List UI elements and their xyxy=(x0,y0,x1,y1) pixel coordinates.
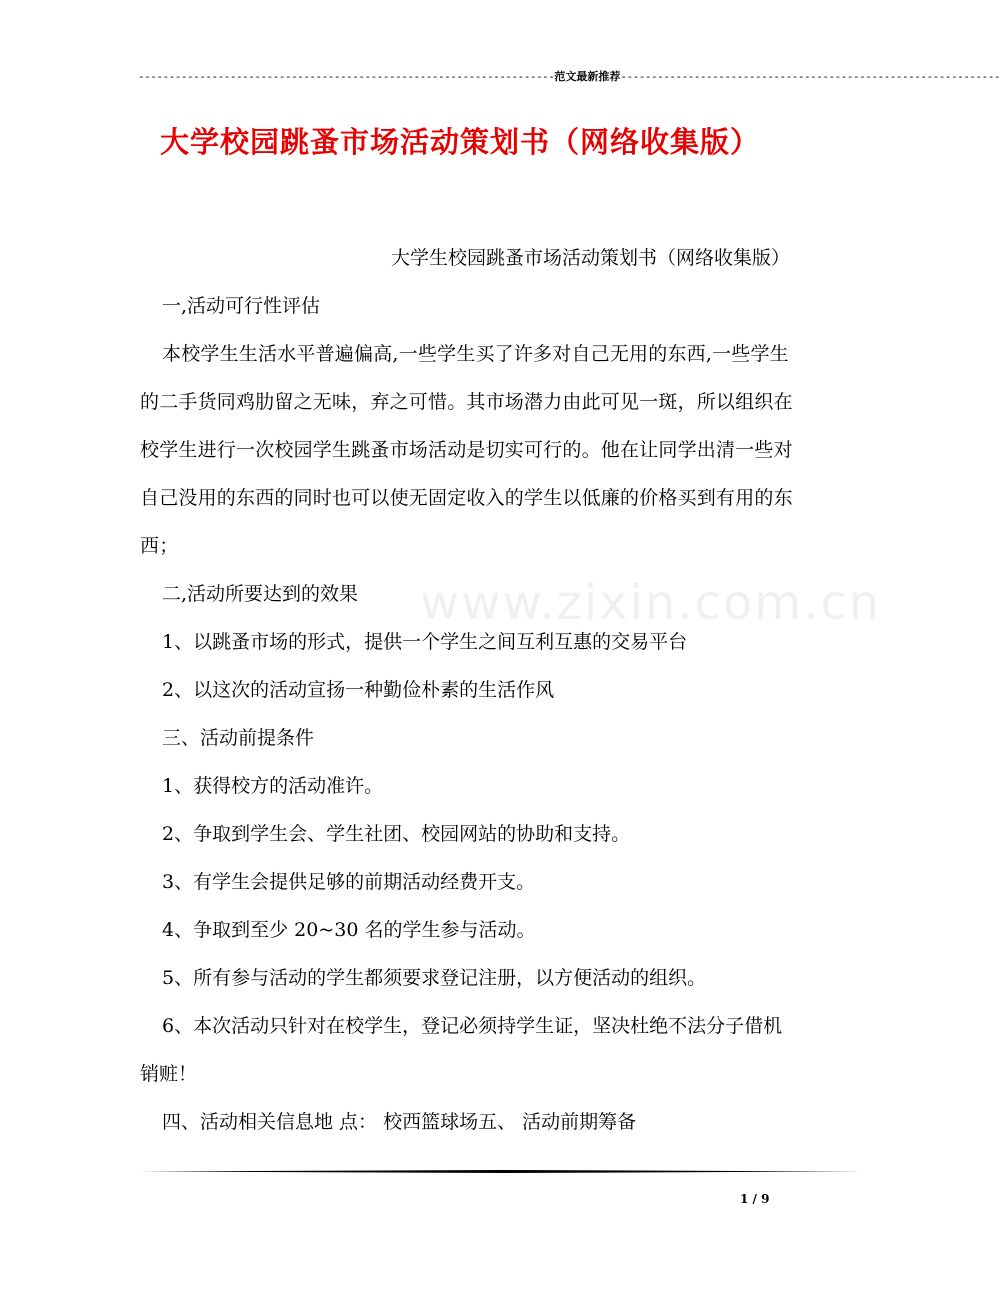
list-item: 2、以这次的活动宣扬一种勤俭朴素的生活作风 xyxy=(162,679,555,701)
document-title: 大学校园跳蚤市场活动策划书（网络收集版） xyxy=(159,125,760,159)
list-item: 1、以跳蚤市场的形式，提供一个学生之间互利互惠的交易平台 xyxy=(162,631,688,653)
section-heading-1: 一,活动可行性评估 xyxy=(162,295,321,317)
list-item: 6、本次活动只针对在校学生，登记必须持学生证，坚决杜绝不法分子借机销赃！ xyxy=(140,1015,783,1085)
list-item: 5、所有参与活动的学生都须要求登记注册，以方便活动的组织。 xyxy=(162,967,707,989)
body-paragraph: 本校学生生活水平普遍偏高,一些学生买了许多对自己无用的东西,一些学生的二手货同鸡肋留之无味，弃之可惜。其市场潜力由此可见一斑，所以组织在校学生进行一次校园学生跳蚤市场活动是切实可行的。他在让同学出清一些对自己没用的东西的同时也可以使无固定收入的学生以低廉的价格买到有用的东西； xyxy=(140,343,793,557)
list-item: 1、获得校方的活动准许。 xyxy=(162,775,384,797)
section-heading-3: 三、活动前提条件 xyxy=(162,727,315,749)
page-number: 1 / 9 xyxy=(740,1192,770,1206)
page-header xyxy=(138,68,1000,84)
list-item: 2、争取到学生会、学生社团、校园网站的协助和支持。 xyxy=(162,823,631,845)
list-item: 4、争取到至少 20~30 名的学生参与活动。 xyxy=(162,919,536,941)
document-body xyxy=(140,234,800,1146)
section-heading-2: 二,活动所要达到的效果 xyxy=(162,583,359,605)
footer-rule xyxy=(140,1170,862,1173)
header-dashes-left: -------------------------------------------------------------------- xyxy=(138,70,555,83)
section-heading-4: 四、活动相关信息地 点： 校西篮球场五、 活动前期筹备 xyxy=(162,1111,637,1133)
document-subtitle: 大学生校园跳蚤市场活动策划书（网络收集版） xyxy=(390,247,790,269)
watermark: www.zixin.com.cn xyxy=(420,575,882,631)
list-item: 3、有学生会提供足够的前期活动经费开支。 xyxy=(162,871,536,893)
header-dashes-right: -------------------------------------------------------------- xyxy=(620,70,1000,83)
header-label: 范文最新推荐 xyxy=(554,70,621,83)
